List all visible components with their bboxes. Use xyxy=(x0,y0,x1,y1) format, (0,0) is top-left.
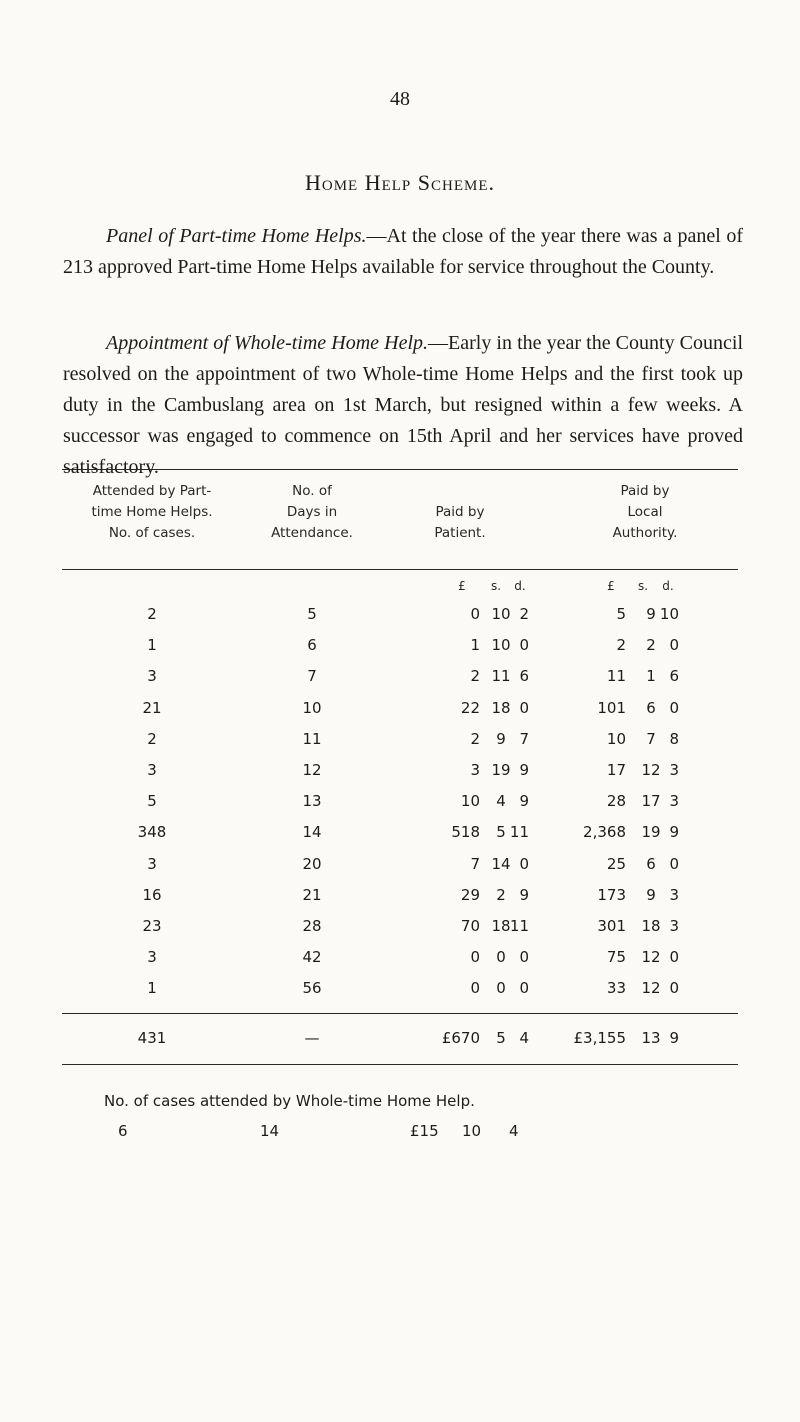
authority-pounds-cell: 173 xyxy=(597,886,626,904)
patient-pence-cell: 9 xyxy=(519,761,529,779)
patient-shillings-cell: 14 xyxy=(491,855,511,873)
patient-pence-cell: 0 xyxy=(519,699,529,717)
patient-pounds-cell: 0 xyxy=(470,605,480,623)
patient-shillings-cell: 0 xyxy=(496,948,506,966)
total-patient-pence-cell: 4 xyxy=(519,1029,529,1047)
authority-pence-cell: 9 xyxy=(669,823,679,841)
patient-pence-cell: 9 xyxy=(519,886,529,904)
cases-cell: 348 xyxy=(137,823,167,841)
patient-shillings-cell: 2 xyxy=(496,886,506,904)
patient-pence-cell: 2 xyxy=(519,605,529,623)
total-authority-pence-cell: 9 xyxy=(669,1029,679,1047)
patient-pounds-cell: 10 xyxy=(460,792,480,810)
patient-pounds-cell: 7 xyxy=(470,855,480,873)
authority-pounds-cell: 25 xyxy=(606,855,626,873)
authority-pounds-cell: 75 xyxy=(606,948,626,966)
authority-pence-cell: 3 xyxy=(669,792,679,810)
patient-pence-cell: 11 xyxy=(509,917,529,935)
authority-shillings-cell: 18 xyxy=(641,917,661,935)
authority-pence-cell: 3 xyxy=(669,761,679,779)
patient-shillings-cell: 9 xyxy=(496,730,506,748)
total-cases-cell: 431 xyxy=(137,1029,167,1047)
days-cell: 56 xyxy=(302,979,322,997)
footer-shillings: 10 xyxy=(462,1122,482,1140)
authority-pounds-cell: 2 xyxy=(616,636,626,654)
patient-pounds-cell: 70 xyxy=(460,917,480,935)
authority-shillings-cell: 9 xyxy=(646,605,656,623)
authority-pence-cell: 3 xyxy=(669,886,679,904)
total-patient-shillings-cell: 5 xyxy=(496,1029,506,1047)
page-number: 48 xyxy=(390,88,410,110)
patient-shillings-cell: 18 xyxy=(491,699,511,717)
patient-shillings-cell: 18 xyxy=(491,917,511,935)
authority-shillings-cell: 17 xyxy=(641,792,661,810)
patient-pence-cell: 0 xyxy=(519,948,529,966)
patient-shillings-cell: 10 xyxy=(491,605,511,623)
authority-pence-cell: 10 xyxy=(659,605,679,623)
patient-pence-cell: 11 xyxy=(509,823,529,841)
patient-pounds-cell: 0 xyxy=(470,948,480,966)
header-patient: Paid by Patient. xyxy=(434,504,486,541)
days-cell: 13 xyxy=(302,792,322,810)
patient-shillings-cell: 4 xyxy=(496,792,506,810)
cases-cell: 1 xyxy=(147,979,157,997)
patient-money-subhead: £ xyxy=(458,579,466,593)
authority-pence-cell: 0 xyxy=(669,636,679,654)
patient-pounds-cell: 22 xyxy=(460,699,480,717)
cases-cell: 23 xyxy=(142,917,162,935)
cases-cell: 1 xyxy=(147,636,157,654)
authority-pence-cell: 0 xyxy=(669,948,679,966)
cases-cell: 3 xyxy=(147,667,157,685)
patient-pounds-cell: 1 xyxy=(470,636,480,654)
authority-shillings-cell: 2 xyxy=(646,636,656,654)
authority-money-subhead: s. xyxy=(637,579,649,593)
cases-cell: 2 xyxy=(147,730,157,748)
cases-cell: 2 xyxy=(147,605,157,623)
authority-shillings-cell: 6 xyxy=(646,699,656,717)
authority-shillings-cell: 7 xyxy=(646,730,656,748)
cases-cell: 21 xyxy=(142,699,162,717)
days-cell: 20 xyxy=(302,855,322,873)
patient-pence-cell: 6 xyxy=(519,667,529,685)
total-authority-pounds-cell: £3,155 xyxy=(573,1029,626,1047)
patient-pounds-cell: 2 xyxy=(470,730,480,748)
total-authority-shillings-cell: 13 xyxy=(641,1029,661,1047)
patient-pence-cell: 0 xyxy=(519,636,529,654)
authority-shillings-cell: 12 xyxy=(641,979,661,997)
authority-pounds-cell: 28 xyxy=(606,792,626,810)
authority-shillings-cell: 12 xyxy=(641,761,661,779)
authority-pounds-cell: 17 xyxy=(606,761,626,779)
paragraph-lead: Appointment of Whole-time Home Help. xyxy=(106,332,429,354)
patient-shillings-cell: 5 xyxy=(496,823,506,841)
authority-pounds-cell: 2,368 xyxy=(583,823,626,841)
header-cases: Attended by Part- time Home Helps. No. of cases. xyxy=(91,483,213,541)
patient-pounds-cell: 3 xyxy=(470,761,480,779)
patient-pounds-cell: 518 xyxy=(451,823,480,841)
authority-pounds-cell: 11 xyxy=(606,667,626,685)
header-days: No. of Days in Attendance. xyxy=(271,483,353,541)
authority-pence-cell: 0 xyxy=(669,699,679,717)
paragraph-panel xyxy=(63,221,743,283)
authority-pence-cell: 0 xyxy=(669,979,679,997)
cases-cell: 3 xyxy=(147,855,157,873)
footer-pounds: £15 xyxy=(410,1122,439,1140)
authority-pence-cell: 8 xyxy=(669,730,679,748)
authority-shillings-cell: 9 xyxy=(646,886,656,904)
patient-shillings-cell: 10 xyxy=(491,636,511,654)
paragraph-appointment xyxy=(63,328,743,483)
authority-shillings-cell: 19 xyxy=(641,823,661,841)
cases-cell: 16 xyxy=(142,886,162,904)
cases-cell: 3 xyxy=(147,948,157,966)
total-days-cell: — xyxy=(304,1029,320,1047)
authority-pence-cell: 6 xyxy=(669,667,679,685)
total-rule-bottom xyxy=(62,1064,738,1065)
paragraph-text: —Early in the year the County Council resolved on the appointment of two Whole-time Home Helps and the first took up duty in the Cambuslang area on 1st March, but resigned within a few weeks. A successor was engaged to commence on 15th April and her services have proved satisfactory. xyxy=(63,332,744,478)
patient-pounds-cell: 2 xyxy=(470,667,480,685)
header-rule xyxy=(62,569,738,570)
header-authority: Paid by Local Authority. xyxy=(612,483,678,541)
patient-pounds-cell: 0 xyxy=(470,979,480,997)
cases-cell: 3 xyxy=(147,761,157,779)
patient-pence-cell: 9 xyxy=(519,792,529,810)
authority-shillings-cell: 6 xyxy=(646,855,656,873)
footer-pence: 4 xyxy=(509,1122,519,1140)
authority-pounds-cell: 5 xyxy=(616,605,626,623)
total-rule-top xyxy=(62,1013,738,1014)
authority-pence-cell: 3 xyxy=(669,917,679,935)
authority-pounds-cell: 10 xyxy=(606,730,626,748)
days-cell: 7 xyxy=(307,667,317,685)
authority-pounds-cell: 101 xyxy=(597,699,626,717)
cases-cell: 5 xyxy=(147,792,157,810)
patient-money-subhead: d. xyxy=(514,579,526,593)
days-cell: 42 xyxy=(302,948,322,966)
days-cell: 5 xyxy=(307,605,317,623)
total-patient-pounds-cell: £670 xyxy=(441,1029,480,1047)
paragraph-lead: Panel of Part-time Home Helps. xyxy=(106,225,367,247)
patient-shillings-cell: 0 xyxy=(496,979,506,997)
footer-cases: 6 xyxy=(118,1122,128,1140)
authority-money-subhead: d. xyxy=(662,579,674,593)
page-title: Home Help Scheme. xyxy=(304,170,495,195)
patient-pence-cell: 7 xyxy=(519,730,529,748)
patient-pounds-cell: 29 xyxy=(460,886,480,904)
patient-pence-cell: 0 xyxy=(519,979,529,997)
authority-money-subhead: £ xyxy=(607,579,615,593)
days-cell: 10 xyxy=(302,699,322,717)
authority-pounds-cell: 301 xyxy=(597,917,626,935)
days-cell: 21 xyxy=(302,886,322,904)
footer-days: 14 xyxy=(260,1122,280,1140)
paragraph-text: —At the close of the year there was a panel of 213 approved Part-time Home Helps available for service throughout the County. xyxy=(63,225,743,278)
patient-shillings-cell: 19 xyxy=(491,761,511,779)
days-cell: 28 xyxy=(302,917,322,935)
patient-pence-cell: 0 xyxy=(519,855,529,873)
footer-title: No. of cases attended by Whole-time Home Help. xyxy=(104,1092,475,1110)
patient-money-subhead: s. xyxy=(490,579,502,593)
patient-shillings-cell: 11 xyxy=(491,667,511,685)
authority-shillings-cell: 12 xyxy=(641,948,661,966)
authority-pence-cell: 0 xyxy=(669,855,679,873)
days-cell: 12 xyxy=(302,761,322,779)
days-cell: 6 xyxy=(307,636,317,654)
authority-shillings-cell: 1 xyxy=(646,667,656,685)
days-cell: 14 xyxy=(302,823,322,841)
days-cell: 11 xyxy=(302,730,322,748)
table-top-rule xyxy=(62,469,738,470)
authority-pounds-cell: 33 xyxy=(606,979,626,997)
